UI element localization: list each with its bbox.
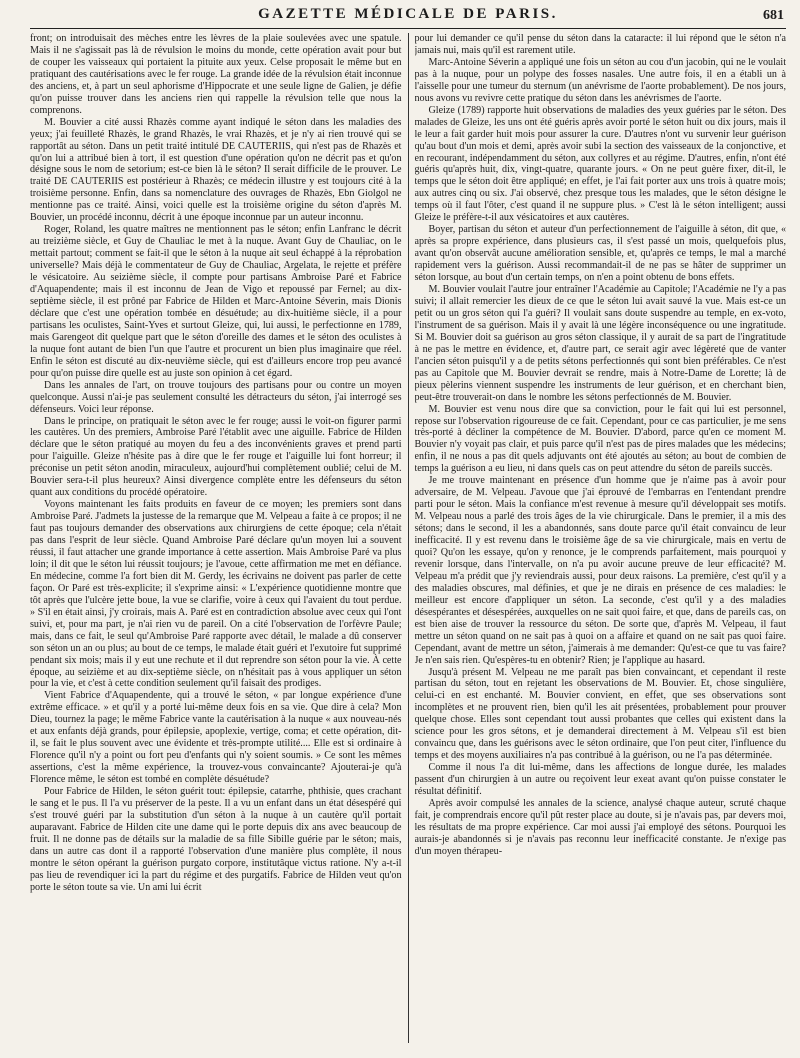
paragraph: pour lui demander ce qu'il pense du séton dans la cataracte: il lui répond que le séton n'a jamais nui, mais qu'il est rarement utile. [414, 33, 786, 56]
paragraph: Voyons maintenant les faits produits en faveur de ce moyen; les premiers sont dans Ambroise Paré. J'admets la justesse de la remarque que M. Velpeau a faite à ce propos; il ne faut pas toujours demander des observations aux chirurgiens de cette époque; cela n'était pas dans l'esprit de leur siècle. Quand Ambroise Paré déclare qu'un moyen lui a souvent réussi, il faut attacher une grande importance à cette assertion. Mais Ambroise Paré va plus loin; il dit que le séton lui réussit toujours; je l'avoue, cette affirmation me met en défiance. En médecine, comme l'a fort bien dit M. Gerdy, les écrivains ne doivent pas parler de cette façon. Or Paré est très-explicite; il s'exprime ainsi: « L'expérience quotidienne montre que tôt après que l'ulcère jette boue, la vue se clarifie, voire à ceux qui l'avaient du tout perdue. » S'il en était ainsi, j'y croirais, mais A. Paré est en contradiction absolue avec ceux qui l'ont suivi, et, pour ma part, je n'ai rien vu de pareil. On a cité l'observation de l'orfèvre Paule; mais, dans ce fait, le seul qu'Ambroise Paré rapporte avec détail, le malade a dû conserver son séton un an ou plus; au bout de ce temps, le malade était guéri et l'exutoire fut supprimé pendant six mois; mais il y eut une rechute et il dut reprendre son séton pour la vie. À cette époque, au seizième et au dix-septième siècle, on n'hésitait pas à vous appliquer un séton pour la vie, et c'est à cette condition seulement qu'il faisait des prodiges. [30, 499, 402, 690]
paragraph: M. Bouvier est venu nous dire que sa conviction, pour le fait qui lui est personnel, repose sur l'observation rigoureuse de ce fait. Cependant, pour ce cas particulier, je me sens très-porté à décliner la compétence de M. Bouvier. D'abord, parce qu'en ce moment M. Bouvier n'y voyait pas clair, et puis parce qu'il n'est pas de pires malades que les médecins; enfin, il ne nous a pas dit quels adjuvants ont été ajoutés au séton; au bout de combien de temps la guérison a eu lieu, ni dans quels cas on peut attendre du séton de pareils succès. [414, 403, 786, 475]
paragraph: Vient Fabrice d'Aquapendente, qui a trouvé le séton, « par longue expérience d'une extrême efficace. » et qu'il y a porté lui-même deux fois en sa vie. Que dire à cela? Mon Dieu, tournez la page; le même Fabrice vante la cautérisation à la nuque « aux nouveau-nés et aux enfants déjà grands, pour épilepsie, apoplexie, vertige, coma; et cette opération, dit-il, se fait le plus souvent avec une évidente et très-prompte utilité.... Elle est si ordinaire à Florence qu'il n'y a point ou fort peu d'enfants qui n'y soient soumis. » Ce sont les mêmes assertions, c'est la même expérience, la trouvez-vous convaincante? Ajouterai-je qu'à Florence même, le séton est tombé en complète désuétude? [30, 690, 402, 786]
paragraph: Jusqu'à présent M. Velpeau ne me paraît pas bien convaincant, et cependant il reste partisan du séton, tout en rejetant les observations de M. Bouvier. Et, chose singulière, celui-ci en est enchanté. M. Bouvier convient, en effet, que ses observations sont incomplètes et ne prouvent rien, bien qu'il les ait présentées, probablement pour prouver quelque chose. Elles sont cependant tout aussi probantes que celles qui existent dans la science pour les gros sétons, et je demanderai directement à M. Velpeau s'il est bien convaincu que, dans les guérisons avec le séton ordinaire, que l'on peut citer, l'influence du temps et des moyens auxiliaires n'a pas contribué à la guérison, ou ne l'a pas déterminée. [414, 666, 786, 762]
page-header [30, 6, 786, 29]
paragraph: Dans les annales de l'art, on trouve toujours des partisans pour ou contre un moyen quelconque. Aussi n'ai-je pas seulement consulté les détracteurs du séton, j'ai interrogé ses défenseurs. Voici leur réponse. [30, 379, 402, 415]
paragraph: M. Bouvier a cité aussi Rhazès comme ayant indiqué le séton dans les maladies des yeux; j'ai feuilleté Rhazès, le grand Rhazès, le vrai Rhazès, et je n'y ai rien trouvé qui se rapportât au séton. Dans un petit traité intitulé DE CAUTERIIS, qui n'est pas de Rhazès et qu'on lui a attribué bien à tort, il est question d'une opération qu'on ne décrit pas et qu'on désigne sous le nom de setorium; est-ce bien là le séton? Il serait difficile de le prouver. Le traité DE CAUTERIIS est postérieur à Rhazès; ce médecin illustre y est toujours cité à la troisième personne. Enfin, dans sa nomenclature des ouvrages de Rhazès, Ebn Giolgol ne mentionne pas ce traité. Ainsi, voici quelle est la troisième origine du séton d'après M. Bouvier, un procédé inconnu, décrit à une époque inconnue par un auteur inconnu. [30, 116, 402, 224]
paragraph: Boyer, partisan du séton et auteur d'un perfectionnement de l'aiguille à séton, dit que, « après sa propre expérience, dans plusieurs cas, il s'est passé un mois, quelquefois plus, avant qu'on observât aucune amélioration sensible, et, qu'après ce temps, le mal a marché rapidement vers la guérison. Aussi recommandait-il de ne pas se hâter de supprimer un séton lorsque, au bout d'un certain temps, on n'en a point obtenu de bons effets. [414, 224, 786, 284]
paragraph: Comme il nous l'a dit lui-même, dans les affections de longue durée, les malades passent d'un chirurgien à un autre ou reçoivent leur exeat avant qu'on puisse constater le résultat définitif. [414, 762, 786, 798]
journal-title: GAZETTE MÉDICALE DE PARIS. [258, 6, 558, 22]
paragraph: Gleize (1789) rapporte huit observations de maladies des yeux guéries par le séton. Des malades de Gleize, les uns ont été guéris après avoir porté le séton huit ou dix jours, mais il le leur a fait garder huit mois pour assurer la cure. D'autres n'ont vu survenir leur guérison qu'au bout d'un mois et demi, après avoir subi la section des vaisseaux de la conjonctive, et en recourant, indépendamment du séton, aux collyres et au régime. D'autres, enfin, n'ont été guéris qu'après huit, dix, vingt-quatre, quarante jours. « On ne peut guère fixer, dit-il, le temps que le séton doit être appliqué; en effet, je l'ai fait porter aux uns trois à quatre mois; aux autres cinq ou six. J'ai observé, chez presque tous les malades, que le séton désigne le temps où il faut l'ôter, c'est quand il ne suppure plus. » C'est là le séton intelligent; aussi Gleize le préfère-t-il aux vésicatoires et aux cautères. [414, 104, 786, 224]
paragraph: Dans le principe, on pratiquait le séton avec le fer rouge; aussi le voit-on figurer parmi les cautères. Un des premiers, Ambroise Paré l'établit avec une aiguille. Fabrice de Hilden déclare que le séton pratiqué au moyen du feu a des inconvénients graves et prend parti pour l'aiguille. Gleize n'hésite pas à dire que le fer rouge et l'aiguille lui font horreur; il préconise un petit séton anodin, miraculeux, aujourd'hui complètement oublié; celui de M. Bouvier sera-t-il plus heureux? Ainsi divergence complète entre les défenseurs du séton quant aux conditions du procédé opératoire. [30, 415, 402, 499]
paragraph: Marc-Antoine Séverin a appliqué une fois un séton au cou d'un jacobin, qui ne le voulait pas à la nuque, pour un polype des fosses nasales. Une autre fois, il en a établi un à l'aisselle pour une tumeur du sternum (un anévrisme de l'aorte probablement). De nos jours, nous avons vu revivre cette pratique du séton dans les anévrismes de l'aorte. [414, 56, 786, 104]
paragraph: M. Bouvier voulait l'autre jour entraîner l'Académie au Capitole; l'Académie ne l'y a pas suivi; il allait remercier les dieux de ce que le séton lui avait sauvé la vue. Mais est-ce un petit ou un gros séton qui l'a guéri? Il voulait sans doute suspendre au temple, en ex-voto, l'instrument de sa guérison. Mais il y avait là une légère inconséquence ou une ingratitude. Si M. Bouvier doit sa guérison au gros séton classique, il y aurait de sa part de l'ingratitude à ne pas le mettre en évidence, et, d'autre part, ce serait agir avec légèreté que de vanter l'ancien séton puisqu'il y a de petits sétons perfectionnés qui sont bien préférables. Ce n'est pas au Capitole que M. Bouvier devrait se rendre, mais à Notre-Dame de Lorette; là de pieux pèlerins viennent suspendre les instruments de leur guérison, et en cherchant bien, peut-être trouverait-on dans le nombre les sétons perfectionnés de M. Bouvier. [414, 284, 786, 403]
paragraph: Roger, Roland, les quatre maîtres ne mentionnent pas le séton; enfin Lanfranc le décrit au treizième siècle, et Guy de Chauliac le met à la nuque. Avant Guy de Chauliac, on le mettait partout; comment se fait-il que le séton à la nuque ait seul échappé à la réprobation universelle? Mais déjà le commentateur de Guy de Chauliac, Argelata, le rejette et préfère le vésicatoire. Au seizième siècle, il compte pour partisans Ambroise Paré et Fabrice d'Aquapendente; mais il est inconnu de Jean de Vigo et repoussé par Fernel; au dix-septième siècle, il est prôné par Fabrice de Hilden et Marc-Antoine Séverin, mais Dionis déclare que c'est une opération tombée en désuétude; au dix-huitième siècle, il a pour partisans les oculistes, Saint-Yves et surtout Gleize, qui, lui aussi, le perfectionne en 1789, mais Garengeot dit quelque part que le séton d'oreille des dames et le séton des oculistes à la nuque font autant de bien l'un que l'autre et procurent un bien plus imaginaire que réel. Enfin le séton est discuté au dix-neuvième siècle, qui est d'ailleurs encore trop peu avancé pour qu'on puisse dire quelle est au juste son opinion à cet égard. [30, 224, 402, 379]
right-column [415, 33, 787, 1043]
paragraph: front; on introduisait des mèches entre les lèvres de la plaie soulevées avec une spatule. Mais il ne s'agissait pas là de révulsion le moins du monde, cette opération avait pour but de couper les vaisseaux qui portaient la pituite aux yeux. Celse proposait le même but en pratiquant des cautérisations avec le fer rouge. La grande idée de la révulsion était inconnue des anciens, et, à part un seul aphorisme d'Hippocrate et une seule ligne de Galien, je défie qu'on puisse trouver dans les anciens rien qui rappelle la révulsion telle que nous la comprenons. [30, 33, 402, 116]
paragraph: Pour Fabrice de Hilden, le séton guérit tout: épilepsie, catarrhe, phthisie, ques crachant le sang et le pus. Il l'a vu préserver de la peste. Il a vu un enfant dans un état désespéré qui s'est trouvé guéri par la substitution d'un séton à la nuque à un cautère qu'il portait auparavant. Fabrice de Hilden cite une dame qui le porte depuis dix ans avec beaucoup de fruit. Il ne donne pas de détails sur la maladie de sa fille Sibille guérie par le séton; mais, dans un autre cas dont il a rapporté l'observation d'une manière plus complète, il nous montre le séton opérant la guérison purgato corpore, institutâque victus ratione. N'y a-t-il pas lieu de revendiquer ici la part du régime et des purgatifs. Fabrice de Hilden veut qu'on porte le séton toute sa vie. Un ami lui écrit [30, 786, 402, 893]
left-column [30, 33, 402, 1043]
paragraph: Après avoir compulsé les annales de la science, analysé chaque auteur, scruté chaque fait, je comprendrais encore qu'il pût rester place au doute, si je n'avais pas, par devers moi, les résultats de ma propre expérience. Car moi aussi j'ai employé des sétons. Pourquoi les aurais-je abandonnés si je n'avais pas reconnu leur inefficacité constante. Je n'exige pas d'un moyen thérapeu- [414, 798, 786, 857]
page-number: 681 [763, 8, 784, 23]
column-divider [408, 33, 409, 1043]
text-columns [30, 33, 786, 1043]
paragraph: Je me trouve maintenant en présence d'un homme que je n'aime pas à avoir pour adversaire, de M. Velpeau. J'avoue que j'ai éprouvé de l'embarras en l'entendant prendre parti pour le séton. Mais la confiance m'est revenue à mesure qu'il développait ses motifs. M. Velpeau nous a parlé des trois âges de la vie chirurgicale. Dans le premier, il a mis des sétons; dans le second, il les a abandonnés, sans doute parce qu'il était convaincu de leur inefficacité. Il y est revenu dans le troisième âge de sa vie chirurgicale, mais en vertu de quoi? Qu'on les essaye, qu'on y renonce, je le comprends parfaitement, mais pourquoi y revenir lorsque, dans l'intervalle, on n'a pu avoir aucune preuve de leur efficacité? M. Velpeau m'a prédit que j'y reviendrais aussi, pour deux raisons. La première, c'est qu'il y a des maladies obscures, mal définies, et que je ne dirais en présence de ces maladies: le meilleur est encore d'appliquer un séton. La seconde, c'est qu'il y a des maladies désespérantes et désespérées, auxquelles on ne sait quoi faire, et que, dans de pareils cas, on est bien aise de trouver la ressource du séton. De sorte que, d'après M. Velpeau, il faut mettre un séton quand on ne sait pas à quoi on a affaire et quand on ne sait pas quoi faire. Cependant, avant de mettre un séton, j'aimerais à me demander: Qu'est-ce que tu vas faire? Je n'en sais rien. Qu'espères-tu en obtenir? Rien; je l'applique au hasard. [414, 475, 786, 666]
